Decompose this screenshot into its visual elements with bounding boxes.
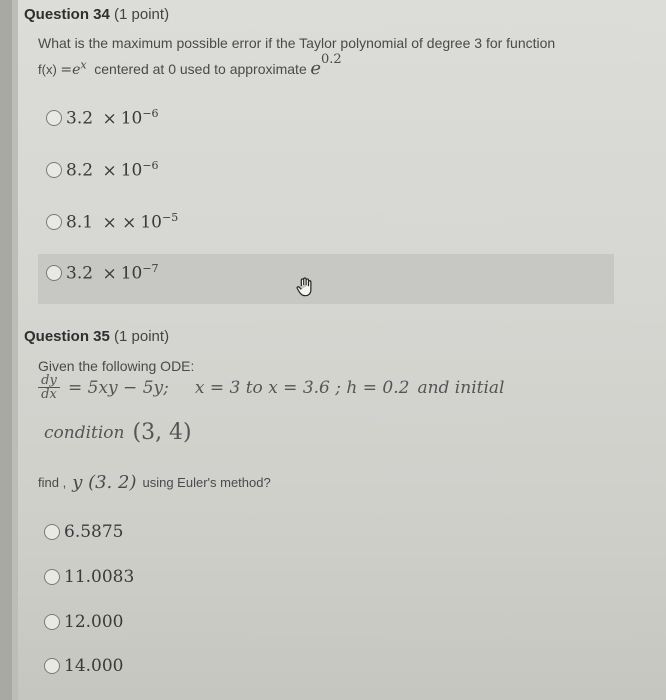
radio-button[interactable] [44, 569, 60, 585]
question-34-function-line [38, 52, 342, 79]
radio-button[interactable] [46, 214, 62, 230]
condition-value: (3, 4) [132, 420, 192, 445]
question-35-title: Question 35 [24, 328, 110, 345]
option-value: 12.000 [64, 612, 124, 632]
condition-word: condition [44, 422, 125, 443]
q34-option-2[interactable] [46, 156, 159, 184]
question-35-points: (1 point) [114, 328, 170, 345]
derivative-fraction: $\frac{dy}{dx}$ [38, 374, 60, 401]
q35-option-2[interactable] [44, 563, 134, 591]
radio-button[interactable] [44, 658, 60, 674]
q34-option-3[interactable] [46, 208, 178, 236]
find-line [38, 472, 271, 493]
and-initial: and initial [417, 377, 505, 398]
left-edge-bar [0, 0, 12, 700]
ode-equation [38, 374, 504, 401]
option-value: 8.1 × × $10^{-5}$ [66, 211, 179, 233]
q35-option-3[interactable] [44, 608, 123, 636]
find-suffix: using Euler's method? [142, 475, 271, 490]
question-35-given: Given the following ODE: [38, 358, 195, 374]
radio-button[interactable] [44, 524, 60, 540]
left-edge-shadow [12, 0, 18, 700]
q35-option-4[interactable] [44, 652, 123, 680]
initial-condition [44, 420, 192, 445]
question-34-prompt: What is the maximum possible error if the Taylor polynomial of degree 3 for function [38, 35, 556, 51]
option-value: $3.2 \times 10^{-6}$ [66, 107, 159, 129]
approx-expression: $e^{0.2}$ [310, 52, 342, 79]
option-value: 6.5875 [64, 522, 124, 542]
option-value: $3.2 \times 10^{-7}$ [66, 262, 159, 284]
question-34-title: Question 34 [24, 6, 110, 23]
option-value: 14.000 [64, 656, 124, 676]
ode-range: x = 3 to x = 3.6 ; h = 0.2 [194, 377, 410, 398]
centered-text: centered at 0 used to approximate [94, 61, 307, 77]
option-value: 11.0083 [64, 567, 135, 587]
find-prefix: find , [38, 475, 67, 490]
ode-rhs: = 5xy − 5y; [68, 377, 169, 398]
fx-equation: $=e^x$ [60, 58, 87, 78]
q34-option-1[interactable] [46, 104, 159, 132]
q34-option-4[interactable] [46, 259, 159, 287]
q35-option-1[interactable] [44, 518, 123, 546]
question-34-heading [24, 6, 169, 23]
radio-button[interactable] [46, 110, 62, 126]
fx-label: f(x) [38, 62, 57, 77]
radio-button[interactable] [44, 614, 60, 630]
radio-button[interactable] [46, 265, 62, 281]
hand-cursor-icon [294, 276, 316, 298]
radio-button[interactable] [46, 162, 62, 178]
find-expression: y (3. 2) [72, 472, 137, 493]
question-34-points: (1 point) [114, 6, 170, 23]
question-35-heading [24, 328, 169, 345]
option-value: $8.2 \times 10^{-6}$ [66, 159, 159, 181]
